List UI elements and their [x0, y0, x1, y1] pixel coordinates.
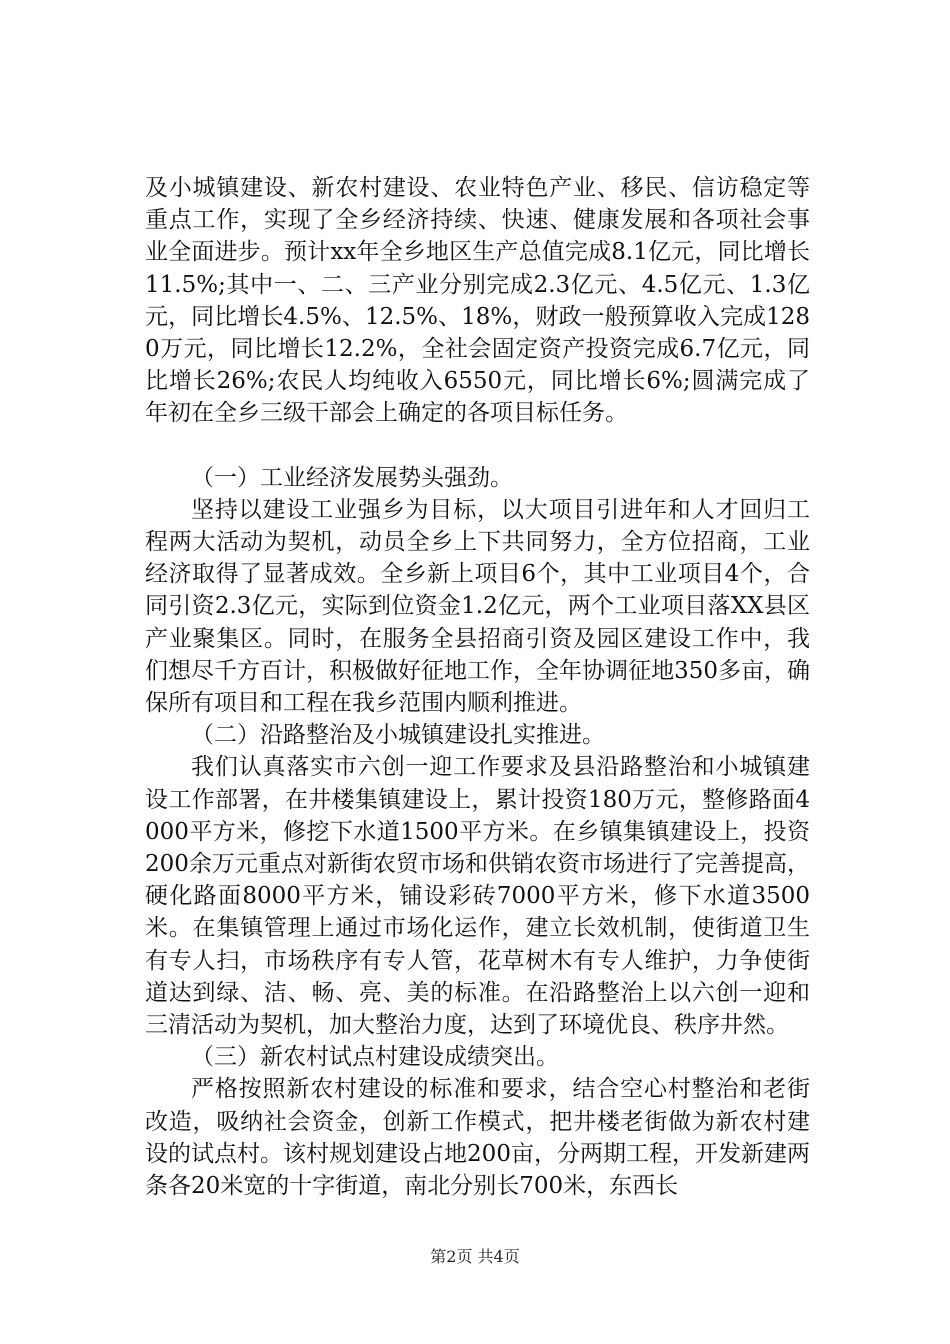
heading-road-and-town-construction: （二）沿路整治及小城镇建设扎实推进。: [191, 722, 605, 749]
paragraph-new-village-pilot: 严格按照新农村建设的标准和要求，结合空心村整治和老街改造，吸纳社会资金，创新工作模式，把井楼老街做为新农村建设的试点村。该村规划建设占地200亩，分两期工程，开发新建两条各20米宽的十字街道，南北分别长700米，东西长: [145, 1076, 810, 1200]
heading-industrial-economy: （一）工业经济发展势头强劲。: [191, 464, 513, 491]
paragraph-road-and-town-construction: 我们认真落实市六创一迎工作要求及县沿路整治和小城镇建设工作部署，在井楼集镇建设上，累计投资180万元，整修路面4000平方米，修挖下水道1500平方米。在乡镇集镇建设上，投资200余万元重点对新街农贸市场和供销农资市场进行了完善提高，硬化路面8000平方米，铺设彩砖7000平方米，修下水道3500米。在集镇管理上通过市场化运作，建立长效机制，使街道卫生有专人扫，市场秩序有专人管，花草树木有专人维护，力争使街道达到绿、洁、畅、亮、美的标准。在沿路整治上以六创一迎和三清活动为契机，加大整治力度，达到了环境优良、秩序井然。: [145, 754, 810, 1039]
paragraph-industrial-economy: 坚持以建设工业强乡为目标，以大项目引进年和人才回归工程两大活动为契机，动员全乡上下共同努力，全方位招商，工业经济取得了显著成效。全乡新上项目6个，其中工业项目4个，合同引资2.3亿元，实际到位资金1.2亿元，两个工业项目落XX县区产业聚集区。同时，在服务全县招商引资及园区建设工作中，我们想尽千方百计，积极做好征地工作，全年协调征地350多亩，确保所有项目和工程在我乡范围内顺利推进。: [145, 496, 810, 717]
heading-new-village-pilot: （三）新农村试点村建设成绩突出。: [191, 1044, 559, 1071]
paragraph-economic-summary: 及小城镇建设、新农村建设、农业特色产业、移民、信访稳定等重点工作，实现了全乡经济持续、快速、健康发展和各项社会事业全面进步。预计xx年全乡地区生产总值完成8.1亿元，同比增长11.5%;其中一、二、三产业分别完成2.3亿元、4.5亿元、1.3亿元，同比增长4.5%、12.5%、18%，财政一般预算收入完成1280万元，同比增长12.2%，全社会固定资产投资完成6.7亿元，同比增长26%;农民人均纯收入6550元，同比增长6%;圆满完成了年初在全乡三级干部会上确定的各项目标任务。: [145, 175, 810, 427]
document-body: [145, 172, 810, 1202]
page-number-footer: 第2页 共4页: [430, 1247, 520, 1266]
